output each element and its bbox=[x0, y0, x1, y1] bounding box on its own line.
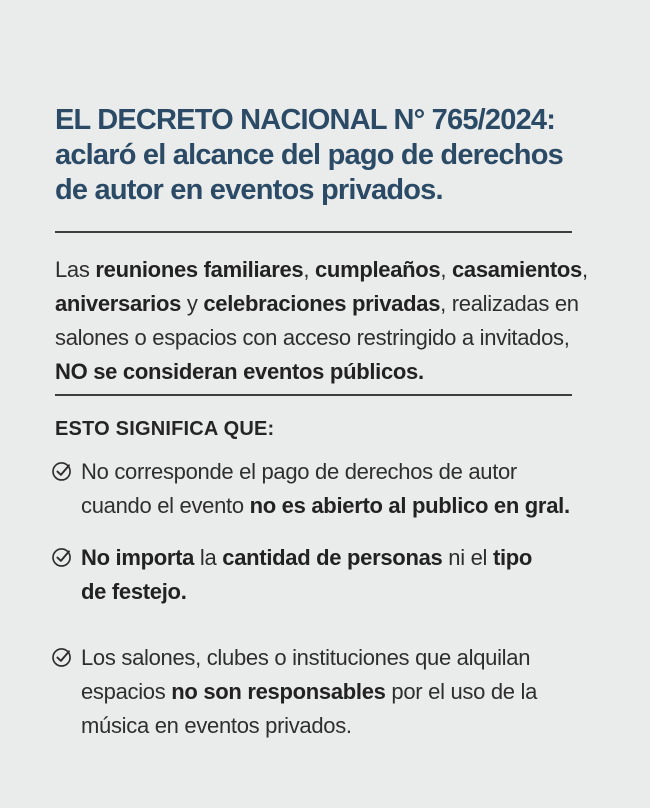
bullet-text: No corresponde el pago de derechos de autor cuando el evento no es abierto al publico en gral. bbox=[81, 459, 570, 518]
page-title bbox=[55, 103, 563, 208]
check-circle-icon bbox=[51, 546, 73, 568]
divider-middle bbox=[55, 394, 572, 396]
check-circle-icon bbox=[51, 646, 73, 668]
page-title-line-3: de autor en eventos privados. bbox=[55, 174, 443, 206]
page-title-line-1: EL DECRETO NACIONAL N° 765/2024: bbox=[55, 104, 556, 136]
bullet-item bbox=[51, 541, 532, 609]
bullet-text: Los salones, clubes o instituciones que alquilan espacios no son responsables por el uso de la música en eventos privados. bbox=[81, 645, 538, 738]
bullet-item bbox=[51, 455, 570, 523]
intro-paragraph: Las reuniones familiares, cumpleaños, casamientos, aniversarios y celebraciones privadas, realizadas en salones o espacios con acceso restringido a invitados, NO se consideran eventos públicos. bbox=[55, 257, 588, 384]
section-heading: ESTO SIGNIFICA QUE: bbox=[55, 418, 275, 440]
divider-top bbox=[55, 231, 572, 233]
check-circle-icon bbox=[51, 460, 73, 482]
bullet-item bbox=[51, 641, 537, 743]
page-title-line-2: aclaró el alcance del pago de derechos bbox=[55, 139, 563, 171]
bullet-text: No importa la cantidad de personas ni el tipo de festejo. bbox=[81, 545, 533, 604]
